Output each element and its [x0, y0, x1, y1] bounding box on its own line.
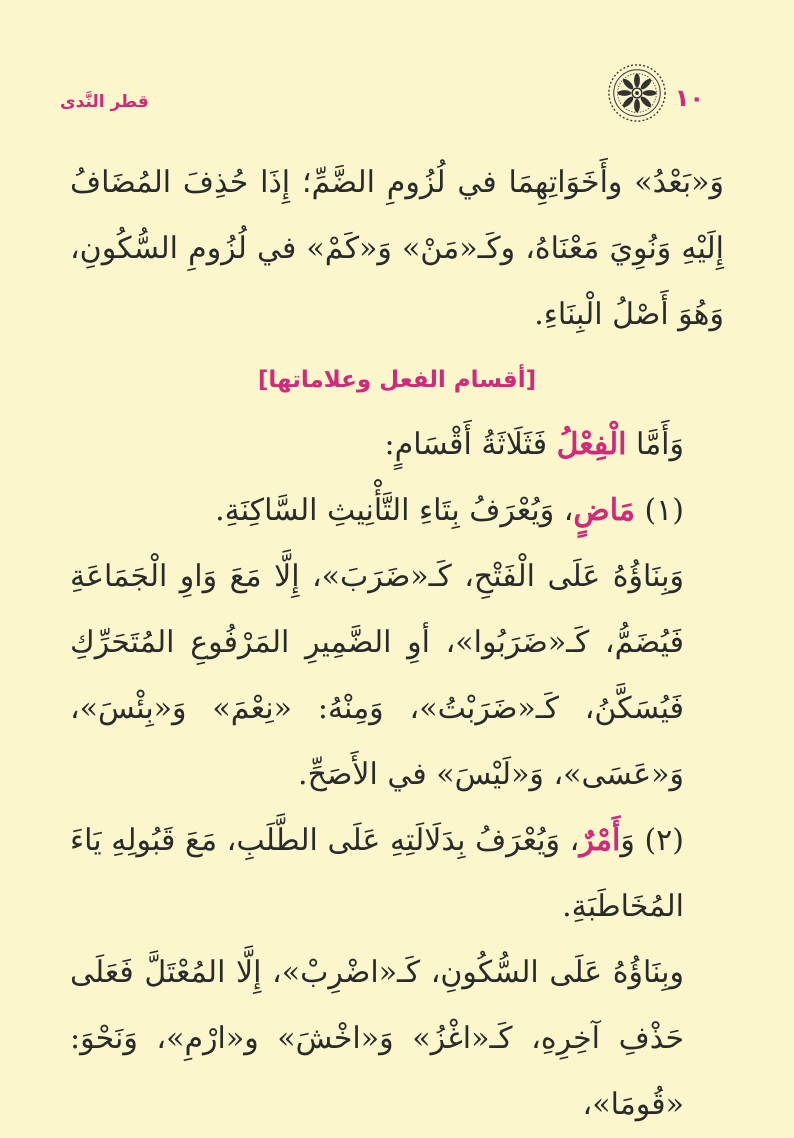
paragraph-2 [70, 412, 724, 478]
page-header [60, 62, 734, 122]
term-amr: أَمْرٌ [579, 823, 621, 858]
paragraph-6: وبِنَاؤُهُ عَلَى السُّكُونِ، كَـ«اضْرِبْ»، إِلَّا المُعْتَلَّ فَعَلَى حَذْفِ آخِرِهِ، كَـ«اغْزُ» وَ«اخْشَ» و«ارْمِ»، وَنَحْوَ: «قُومَا»، [70, 955, 684, 1122]
rosette-ornament-icon [606, 62, 668, 124]
page-number: ١٠ [674, 84, 704, 112]
paragraph-1: وَ«بَعْدُ» وأَخَوَاتِهِمَا في لُزُومِ الضَّمِّ؛ إِذَا حُذِفَ المُضَافُ إِلَيْهِ وَنُوِيَ مَعْنَاهُ، وكَـ«مَنْ» وَ«كَمْ» في لُزُومِ السُّكُونِ، وَهُوَ أَصْلُ الْبِنَاءِ. [70, 165, 724, 332]
paragraph-2-end: فَثَلَاثَةُ أَقْسَامٍ: [384, 427, 557, 462]
paragraph-3-start: (١) [634, 493, 684, 528]
paragraph-3 [70, 478, 724, 544]
page-body [70, 150, 724, 1122]
paragraph-2-start: وَأَمَّا [626, 427, 684, 462]
term-madi: مَاضٍ [573, 493, 635, 528]
paragraph-5-end: ، وَيُعْرَفُ بِدَلَالَتِهِ عَلَى الطَّلَبِ، مَعَ قَبُولِهِ يَاءَ المُخَاطَبَةِ. [70, 823, 684, 924]
section-heading: [أقسام الفعل وعلاماتها] [257, 367, 537, 393]
paragraph-5-start: (٢) وَ [620, 823, 685, 858]
paragraph-4: وَبِنَاؤُهُ عَلَى الْفَتْحِ، كَـ«ضَرَبَ»، إِلَّا مَعَ وَاوِ الْجَمَاعَةِ فَيُضَمُّ، كَـ«ضَرَبُوا»، أوِ الضَّمِيرِ المَرْفُوعِ المُتَحَرِّكِ فَيُسَكَّنُ، كَـ«ضَرَبْتُ»، وَمِنْهُ: «نِعْمَ» وَ«بِئْسَ»، وَ«عَسَى»، وَ«لَيْسَ» في الأَصَحِّ. [70, 559, 684, 792]
book-title: قطر النَّدى [60, 92, 149, 112]
term-fil: الْفِعْلُ [556, 427, 627, 462]
paragraph-3-end: ، وَيُعْرَفُ بِتَاءِ التَّأْنِيثِ السَّاكِنَةِ. [215, 493, 574, 528]
paragraph-5 [70, 808, 724, 940]
